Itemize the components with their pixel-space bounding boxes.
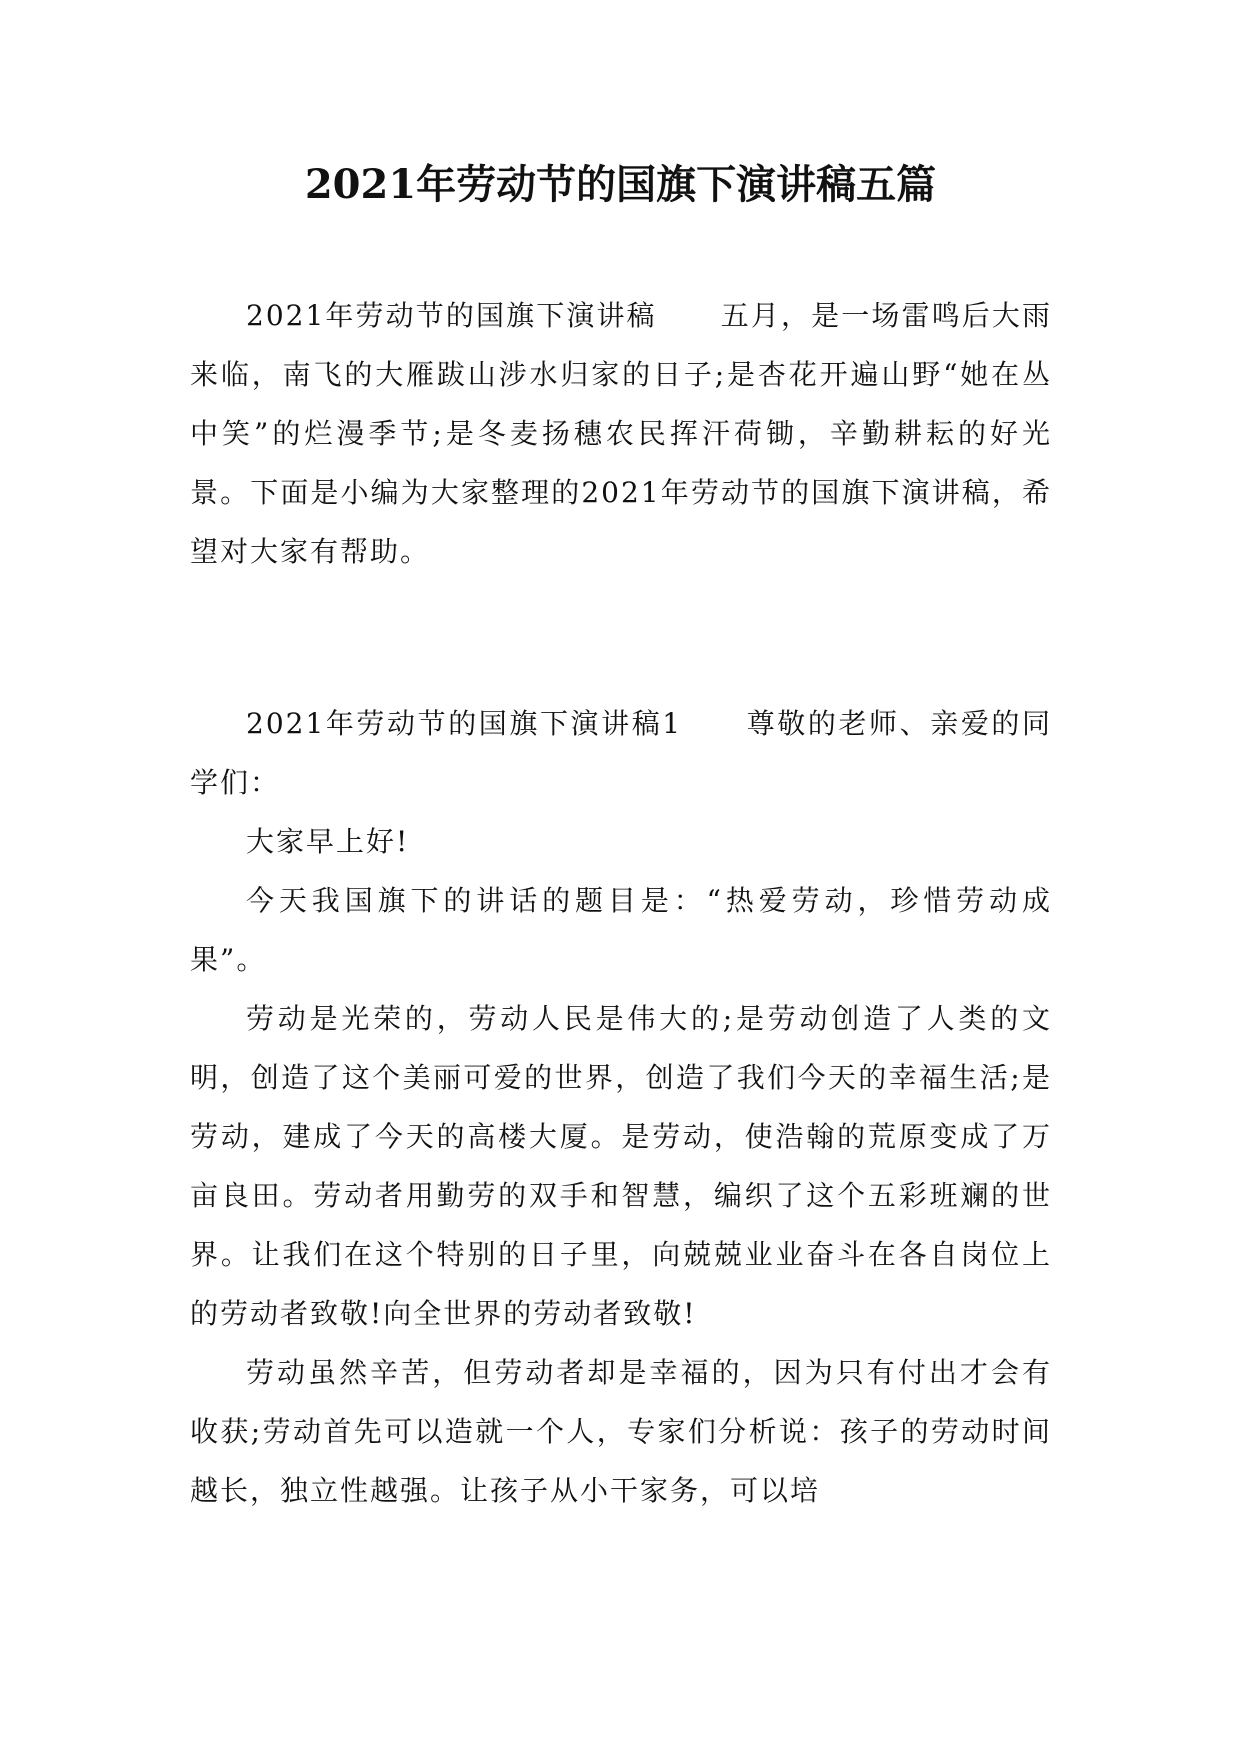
intro-section [190,286,1052,581]
speech-1-paragraph: 劳动是光荣的，劳动人民是伟大的;是劳动创造了人类的文明，创造了这个美丽可爱的世界，创造了我们今天的幸福生活;是劳动，建成了今天的高楼大厦。是劳动，使浩翰的荒原变成了万亩良田。劳动者用勤劳的双手和智慧，编织了这个五彩班斓的世界。让我们在这个特别的日子里，向兢兢业业奋斗在各自岗位上的劳动者致敬!向全世界的劳动者致敬! [190,1002,1052,1330]
document-title: 2021年劳动节的国旗下演讲稿五篇 [304,161,937,208]
speech-1-section [190,694,1052,1520]
speech-1-opening [190,694,1052,812]
speech-1-paragraph: 今天我国旗下的讲话的题目是：“热爱劳动，珍惜劳动成果”。 [190,884,1052,976]
speech-1-paragraph: 劳动虽然辛苦，但劳动者却是幸福的，因为只有付出才会有收获;劳动首先可以造就一个人，专家们分析说：孩子的劳动时间越长，独立性越强。让孩子从小干家务，可以培 [190,1356,1052,1507]
speech-1-paragraph: 大家早上好! [246,825,410,858]
speech-1-salutation: 尊敬的老师、亲爱的同学们： [190,707,1052,799]
intro-paragraph [190,286,1052,581]
speech-1-heading: 2021年劳动节的国旗下演讲稿1 [246,707,683,740]
intro-text: 五月，是一场雷鸣后大雨来临，南飞的大雁跋山涉水归家的日子;是杏花开遍山野“她在丛中笑”的烂漫季节;是冬麦扬穗农民挥汗荷锄，辛勤耕耘的好光景。下面是小编为大家整理的2021年劳动节的国旗下演讲稿，希望对大家有帮助。 [190,299,1052,568]
intro-lead: 2021年劳动节的国旗下演讲稿 [246,299,657,332]
